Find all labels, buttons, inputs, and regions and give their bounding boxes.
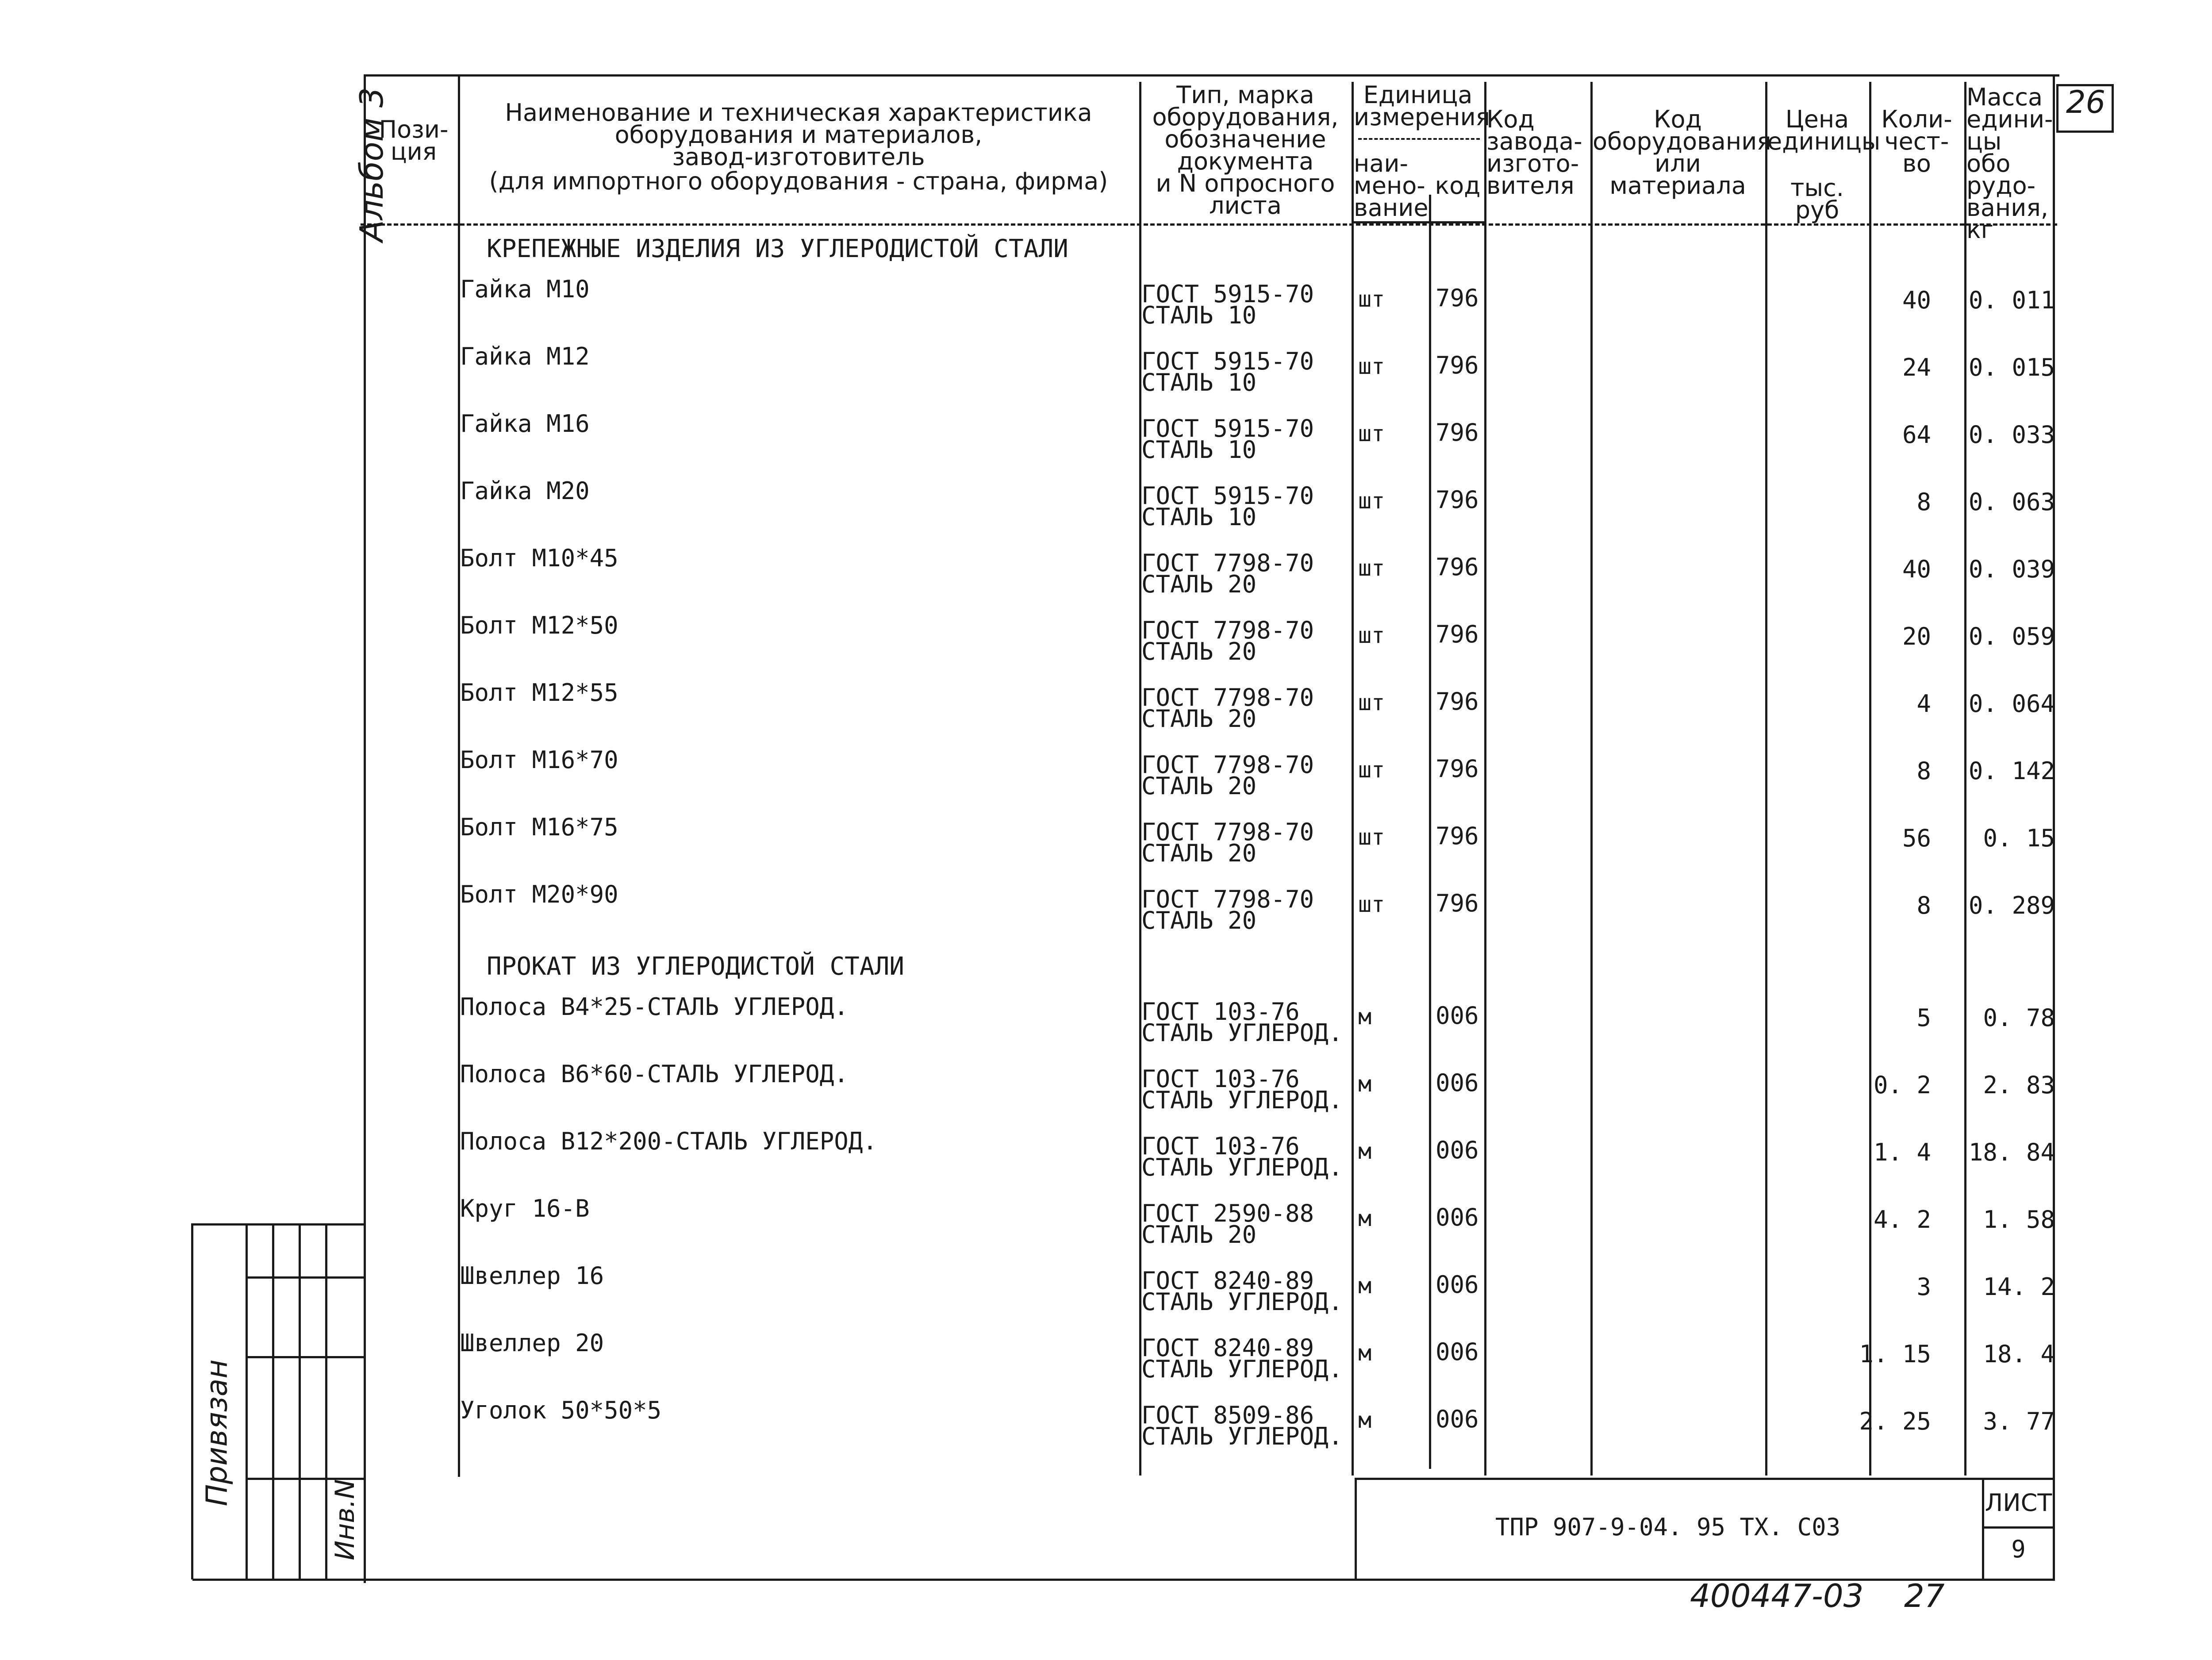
- stamp-sheet-number: 9: [2011, 1535, 2026, 1563]
- item-doc-material: СТАЛЬ 20: [1141, 907, 1257, 934]
- item-unit-name: м: [1358, 1206, 1372, 1231]
- item-name: Гайка М12: [460, 342, 590, 370]
- item-unit-code: 006: [1436, 1203, 1479, 1231]
- item-doc-material: СТАЛЬ 10: [1141, 436, 1257, 464]
- item-quantity: 2. 25: [1859, 1407, 1931, 1435]
- binding-left: [191, 1223, 193, 1579]
- item-quantity: 1. 15: [1859, 1340, 1931, 1368]
- item-unit-name: шт: [1358, 354, 1385, 379]
- item-unit-code: 796: [1436, 620, 1479, 648]
- item-doc-material: СТАЛЬ УГЛЕРОД.: [1141, 1288, 1343, 1316]
- item-unit-code: 006: [1436, 1069, 1479, 1097]
- item-mass: 14. 2: [1983, 1273, 2055, 1301]
- item-mass: 0. 063: [1968, 488, 2055, 516]
- item-name: Болт М12*50: [460, 611, 618, 639]
- item-name: Болт М16*75: [460, 813, 618, 841]
- item-name: Гайка М16: [460, 410, 590, 438]
- item-quantity: 20: [1902, 622, 1931, 650]
- bound-label: Привязан: [200, 1359, 234, 1506]
- binding-col-2: [272, 1223, 274, 1579]
- item-name: Болт М12*55: [460, 679, 618, 707]
- item-mass: 0. 064: [1968, 690, 2055, 718]
- item-doc-standard: ГОСТ 8240-89: [1141, 1334, 1314, 1362]
- item-doc-material: СТАЛЬ 10: [1141, 369, 1257, 396]
- header-unit: Единица измерения: [1354, 81, 1490, 131]
- inventory-label: Инв.N: [330, 1479, 361, 1560]
- header-price-unit: тыс. руб: [1790, 174, 1844, 224]
- item-name: Полоса В6*60-СТАЛЬ УГЛЕРОД.: [460, 1060, 849, 1088]
- item-doc-material: СТАЛЬ УГЛЕРОД.: [1141, 1153, 1343, 1181]
- header-manufacturer-code: Код завода- изгото- вителя: [1486, 105, 1582, 200]
- item-unit-code: 006: [1436, 1405, 1479, 1433]
- item-mass: 0. 039: [1968, 555, 2055, 583]
- item-quantity: 0. 2: [1873, 1071, 1931, 1099]
- item-unit-code: 006: [1436, 1271, 1479, 1299]
- col-line-manufacturer: [1590, 82, 1593, 1476]
- binding-row-1: [246, 1276, 365, 1279]
- item-doc-standard: ГОСТ 7798-70: [1141, 751, 1314, 779]
- item-unit-name: м: [1358, 1273, 1372, 1299]
- item-mass: 0. 015: [1968, 354, 2055, 381]
- header-position: Пози- ция: [379, 115, 449, 165]
- item-unit-code: 796: [1436, 419, 1479, 446]
- item-quantity: 4: [1916, 690, 1931, 718]
- frame-top-line: [365, 74, 2059, 77]
- album-label: Альбом 3: [353, 87, 390, 242]
- unit-header-dashed: [1358, 138, 1480, 140]
- item-unit-name: м: [1358, 1407, 1372, 1433]
- item-name: Гайка М20: [460, 477, 590, 505]
- item-doc-material: СТАЛЬ УГЛЕРОД.: [1141, 1086, 1343, 1114]
- header-price: Цена единицы: [1767, 105, 1881, 155]
- item-doc-standard: ГОСТ 5915-70: [1141, 280, 1314, 308]
- item-doc-standard: ГОСТ 7798-70: [1141, 616, 1314, 644]
- binding-row-2: [246, 1356, 365, 1358]
- item-doc-material: СТАЛЬ 20: [1141, 839, 1257, 867]
- binding-col-1: [246, 1223, 248, 1579]
- item-name: Швеллер 16: [460, 1262, 604, 1290]
- header-equipment-code: Код оборудования или материала: [1593, 105, 1771, 200]
- item-unit-code: 006: [1436, 1136, 1479, 1164]
- item-doc-material: СТАЛЬ 10: [1141, 503, 1257, 531]
- item-doc-standard: ГОСТ 8240-89: [1141, 1267, 1314, 1295]
- item-mass: 1. 58: [1983, 1206, 2055, 1233]
- item-doc-material: СТАЛЬ УГЛЕРОД.: [1141, 1355, 1343, 1383]
- handwritten-footer: 400447-03 27: [1690, 1577, 1945, 1614]
- item-unit-code: 006: [1436, 1002, 1479, 1030]
- item-mass: 0. 78: [1983, 1004, 2055, 1032]
- section-title: ПРОКАТ ИЗ УГЛЕРОДИСТОЙ СТАЛИ: [487, 952, 905, 981]
- item-mass: 2. 83: [1983, 1071, 2055, 1099]
- stamp-left: [1355, 1478, 1357, 1579]
- item-quantity: 40: [1902, 286, 1931, 314]
- binding-top: [192, 1223, 365, 1226]
- item-quantity: 64: [1902, 421, 1931, 449]
- item-doc-standard: ГОСТ 5915-70: [1141, 347, 1314, 375]
- item-quantity: 56: [1902, 824, 1931, 852]
- stamp-designation: ТПР 907-9-04. 95 ТХ. С03: [1495, 1513, 1841, 1541]
- item-doc-standard: ГОСТ 7798-70: [1141, 684, 1314, 711]
- item-unit-code: 006: [1436, 1338, 1479, 1366]
- item-mass: 0. 059: [1968, 622, 2055, 650]
- stamp-sheet-label: ЛИСТ: [1985, 1489, 2052, 1517]
- item-unit-name: шт: [1358, 690, 1385, 715]
- item-unit-name: м: [1358, 1071, 1372, 1097]
- item-mass: 0. 142: [1968, 757, 2055, 785]
- item-name: Полоса В12*200-СТАЛЬ УГЛЕРОД.: [460, 1127, 877, 1155]
- header-mass: Масса едини- цы обо рудо- вания, кг: [1966, 83, 2053, 244]
- section-title: КРЕПЕЖНЫЕ ИЗДЕЛИЯ ИЗ УГЛЕРОДИСТОЙ СТАЛИ: [487, 234, 1068, 263]
- item-quantity: 8: [1916, 891, 1931, 919]
- col-line-unit-name: [1429, 195, 1431, 1469]
- item-doc-material: СТАЛЬ УГЛЕРОД.: [1141, 1019, 1343, 1047]
- item-doc-standard: ГОСТ 7798-70: [1141, 885, 1314, 913]
- item-unit-name: шт: [1358, 622, 1385, 648]
- binding-col-4: [325, 1223, 327, 1579]
- col-line-type: [1352, 82, 1354, 1476]
- col-line-equipment: [1765, 82, 1767, 1476]
- item-quantity: 8: [1916, 757, 1931, 785]
- item-doc-standard: ГОСТ 7798-70: [1141, 549, 1314, 577]
- item-name: Болт М16*70: [460, 746, 618, 774]
- item-name: Болт М20*90: [460, 880, 618, 908]
- item-doc-standard: ГОСТ 7798-70: [1141, 818, 1314, 846]
- item-unit-name: шт: [1358, 488, 1385, 514]
- item-doc-material: СТАЛЬ 10: [1141, 301, 1257, 329]
- header-quantity: Коли- чест- во: [1881, 105, 1952, 177]
- item-unit-name: шт: [1358, 891, 1385, 917]
- item-quantity: 4. 2: [1873, 1206, 1931, 1233]
- stamp-top: [1356, 1478, 2055, 1480]
- item-unit-code: 796: [1436, 755, 1479, 783]
- item-mass: 0. 289: [1968, 891, 2055, 919]
- item-unit-code: 796: [1436, 486, 1479, 514]
- item-doc-material: СТАЛЬ УГЛЕРОД.: [1141, 1422, 1343, 1450]
- item-mass: 3. 77: [1983, 1407, 2055, 1435]
- item-unit-name: шт: [1358, 421, 1385, 446]
- item-doc-standard: ГОСТ 103-76: [1141, 998, 1300, 1026]
- item-doc-material: СТАЛЬ 20: [1141, 705, 1257, 733]
- item-quantity: 8: [1916, 488, 1931, 516]
- item-quantity: 24: [1902, 354, 1931, 381]
- item-unit-code: 796: [1436, 284, 1479, 312]
- item-mass: 18. 84: [1968, 1138, 2055, 1166]
- item-mass: 0. 15: [1983, 824, 2055, 852]
- header-type: Тип, марка оборудования, обозначение документа и N опросного листа: [1152, 81, 1339, 219]
- item-unit-code: 796: [1436, 889, 1479, 917]
- item-unit-name: шт: [1358, 824, 1385, 850]
- item-doc-material: СТАЛЬ 20: [1141, 772, 1257, 800]
- item-name: Болт М10*45: [460, 544, 618, 572]
- item-doc-standard: ГОСТ 8509-86: [1141, 1401, 1314, 1429]
- item-unit-name: шт: [1358, 286, 1385, 312]
- item-mass: 0. 033: [1968, 421, 2055, 449]
- col-line-unit-code: [1484, 82, 1486, 1476]
- item-unit-name: шт: [1358, 757, 1385, 783]
- item-name: Швеллер 20: [460, 1329, 604, 1357]
- item-name: Уголок 50*50*5: [460, 1396, 662, 1424]
- top-sheet-number: 26: [2066, 84, 2106, 120]
- header-unit-name: наи- мено- вание: [1354, 150, 1429, 222]
- item-doc-standard: ГОСТ 103-76: [1141, 1065, 1300, 1093]
- item-name: Гайка М10: [460, 275, 590, 303]
- item-quantity: 3: [1916, 1273, 1931, 1301]
- item-unit-name: м: [1358, 1340, 1372, 1366]
- item-name: Полоса В4*25-СТАЛЬ УГЛЕРОД.: [460, 993, 849, 1021]
- item-doc-material: СТАЛЬ 20: [1141, 1221, 1257, 1249]
- header-unit-code: код: [1435, 172, 1481, 200]
- item-mass: 0. 011: [1968, 286, 2055, 314]
- item-doc-standard: ГОСТ 103-76: [1141, 1132, 1300, 1160]
- item-doc-material: СТАЛЬ 20: [1141, 570, 1257, 598]
- item-unit-code: 796: [1436, 553, 1479, 581]
- item-unit-code: 796: [1436, 822, 1479, 850]
- binding-col-3: [299, 1223, 301, 1579]
- item-unit-name: м: [1358, 1004, 1372, 1030]
- item-doc-standard: ГОСТ 5915-70: [1141, 415, 1314, 442]
- item-name: Круг 16-В: [460, 1195, 590, 1222]
- item-doc-material: СТАЛЬ 20: [1141, 638, 1257, 665]
- header-name: Наименование и техническая характеристика оборудования и материалов, завод-изготовитель: [505, 99, 1092, 171]
- item-unit-code: 796: [1436, 351, 1479, 379]
- header-name-sub: (для импортного оборудования - страна, фирма): [489, 167, 1108, 195]
- item-quantity: 40: [1902, 555, 1931, 583]
- item-doc-standard: ГОСТ 5915-70: [1141, 482, 1314, 510]
- item-quantity: 1. 4: [1873, 1138, 1931, 1166]
- stamp-sheet-line: [1982, 1526, 2055, 1529]
- item-mass: 18. 4: [1983, 1340, 2055, 1368]
- item-unit-name: шт: [1358, 555, 1385, 581]
- item-unit-name: м: [1358, 1138, 1372, 1164]
- item-doc-standard: ГОСТ 2590-88: [1141, 1199, 1314, 1227]
- item-unit-code: 796: [1436, 688, 1479, 715]
- item-quantity: 5: [1916, 1004, 1931, 1032]
